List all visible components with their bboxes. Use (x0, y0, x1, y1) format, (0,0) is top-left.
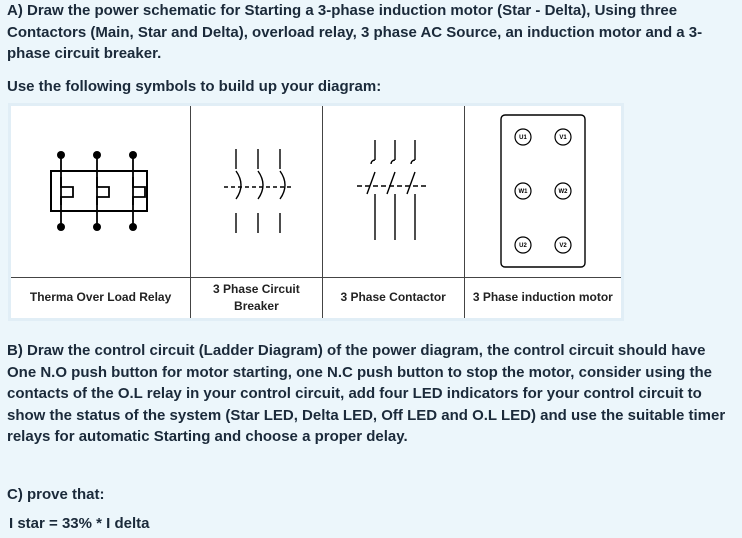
thermal-overload-relay-icon (41, 141, 161, 241)
circuit-breaker-icon (206, 141, 306, 241)
motor-terminal-label: W2 (558, 189, 568, 196)
motor-terminal-label: U2 (518, 243, 527, 250)
part-b-question: B) Draw the control circuit (Ladder Diagram) of the power diagram, the control circuit should have One N.O push button for motor starting, one N.C push button to stop the motor, consider using the contacts of the O.L relay in your control circuit, add four LED indicators for your control circuit to show the status of the system (Star LED, Delta LED, Off LED and O.L LED) and use the suitable timer relays for automatic Starting and choose a proper delay. (7, 342, 726, 445)
contactor-cell (322, 105, 464, 278)
motor-terminal-label: W1 (518, 189, 528, 196)
contactor-label: 3 Phase Contactor (322, 277, 464, 319)
induction-motor-cell (464, 105, 622, 278)
thermal-overload-relay-cell (10, 105, 191, 278)
symbols-instruction: Use the following symbols to build up your diagram: (7, 78, 382, 95)
thermal-overload-relay-label: Therma Over Load Relay (10, 277, 191, 319)
part-c-heading: C) prove that: (7, 486, 105, 503)
circuit-breaker-label: 3 Phase Circuit Breaker (191, 277, 323, 319)
current-formula: I star = 33% * I delta (9, 515, 150, 532)
motor-terminal-label: U1 (518, 135, 527, 142)
motor-terminal-label: V2 (559, 243, 567, 250)
induction-motor-icon (493, 109, 593, 273)
motor-terminal-label: V1 (559, 135, 567, 142)
induction-motor-label: 3 Phase induction motor (464, 277, 622, 319)
circuit-breaker-cell (191, 105, 323, 278)
contactor-icon (343, 136, 443, 246)
symbols-table (8, 103, 624, 321)
part-a-question: A) Draw the power schematic for Starting a 3-phase induction motor (Star - Delta), Using three Contactors (Main, Star and Delta), overload relay, 3 phase AC Source, an induction motor and a 3-phase circuit breaker. (7, 2, 703, 62)
